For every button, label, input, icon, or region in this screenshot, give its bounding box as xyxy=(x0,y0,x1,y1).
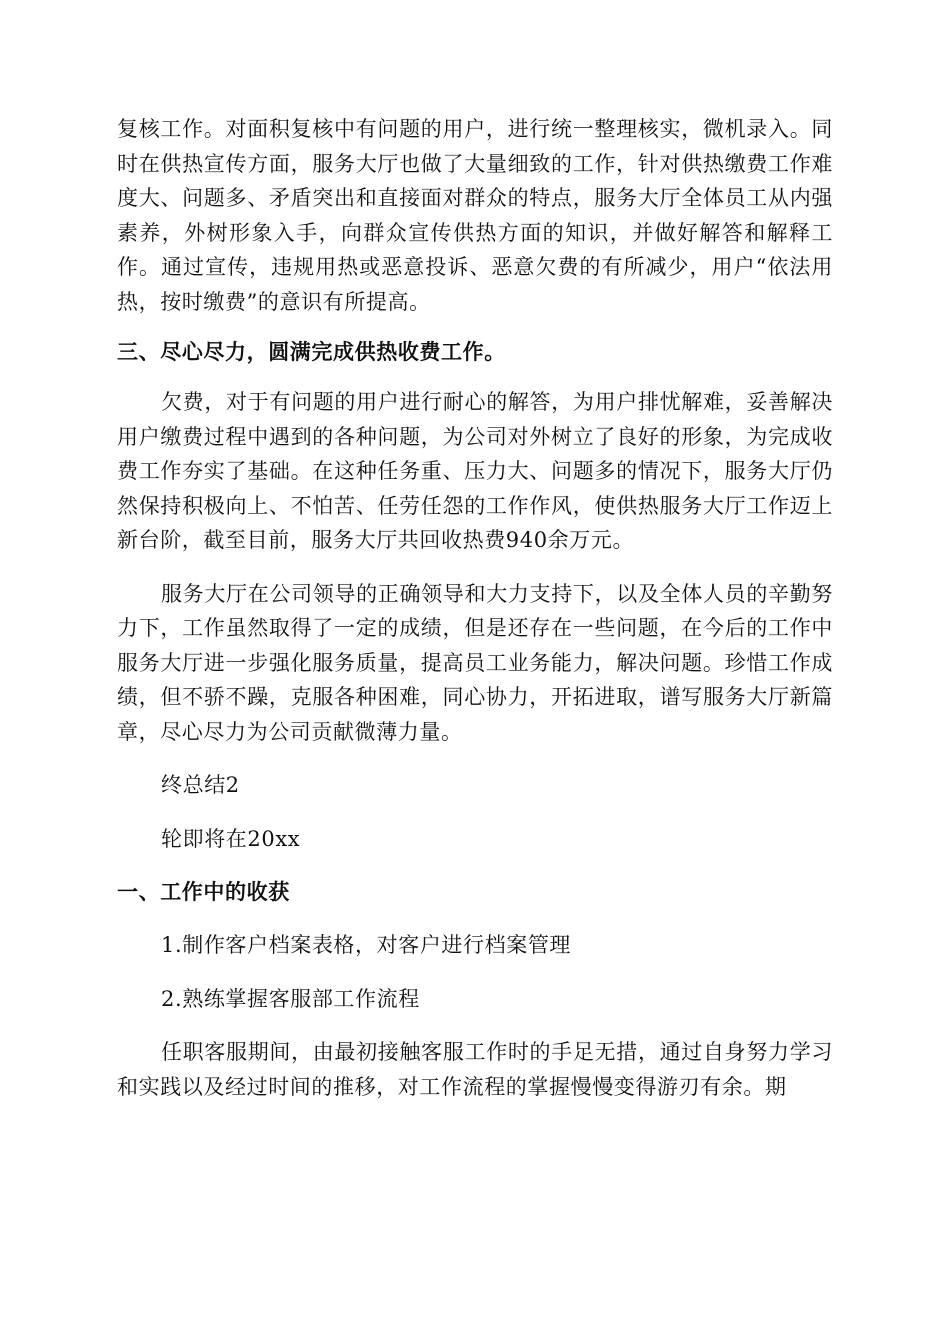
document-body xyxy=(117,112,833,1104)
paragraph-arrears: 欠费，对于有问题的用户进行耐心的解答，为用户排忧解难，妥善解决用户缴费过程中遇到的各种问题，为公司对外树立了良好的形象，为完成收费工作夯实了基础。在这种任务重、压力大、问题多的情况下，服务大厅仍然保持积极向上、不怕苦、任劳任怨的工作作风，使供热服务大厅工作迈上新台阶，截至目前，服务大厅共回收热费940余万元。 xyxy=(117,390,833,552)
paragraph-review-work: 复核工作。对面积复核中有问题的用户，进行统一整理核实，微机录入。同时在供热宣传方面，服务大厅也做了大量细致的工作，针对供热缴费工作难度大、问题多、矛盾突出和直接面对群众的特点，服务大厅全体员工从内强素养，外树形象入手，向群众宣传供热方面的知识，并做好解答和解释工作。通过宣传，违规用热或恶意投诉、恶意欠费的有所减少，用户“依法用热，按时缴费”的意识有所提高。 xyxy=(117,117,833,314)
spacer xyxy=(117,963,833,982)
spacer xyxy=(117,909,833,928)
paragraph-summary-2: 终总结2 xyxy=(161,773,240,797)
list-item-1: 1.制作客户档案表格，对客户进行档案管理 xyxy=(161,933,572,957)
section-heading-three: 三、尽心尽力，圆满完成供热收费工作。 xyxy=(117,339,506,364)
section-heading-one: 一、工作中的收获 xyxy=(117,879,290,904)
spacer xyxy=(117,1016,833,1035)
spacer xyxy=(117,369,833,385)
spacer xyxy=(117,558,833,577)
list-item-2: 2.熟练掌握客服部工作流程 xyxy=(161,986,420,1011)
paragraph-customer-service: 任职客服期间，由最初接触客服工作时的手足无措，通过自身努力学习和实践以及经过时间的推移，对工作流程的掌握慢慢变得游刃有余。期 xyxy=(117,1040,833,1099)
spacer xyxy=(117,319,833,335)
paragraph-upcoming-year: 轮即将在20xx xyxy=(161,826,301,851)
paragraph-service-hall-summary: 服务大厅在公司领导的正确领导和大力支持下，以及全体人员的辛勤努力下，工作虽然取得了一定的成绩，但是还存在一些问题，在今后的工作中服务大厅进一步强化服务质量，提高员工业务能力，解决问题。珍惜工作成绩，但不骄不躁，克服各种困难，同心协力，开拓进取，谱写服务大厅新篇章，尽心尽力为公司贡献微薄力量。 xyxy=(117,581,833,744)
spacer xyxy=(117,803,833,822)
spacer xyxy=(117,856,833,875)
spacer xyxy=(117,749,833,768)
